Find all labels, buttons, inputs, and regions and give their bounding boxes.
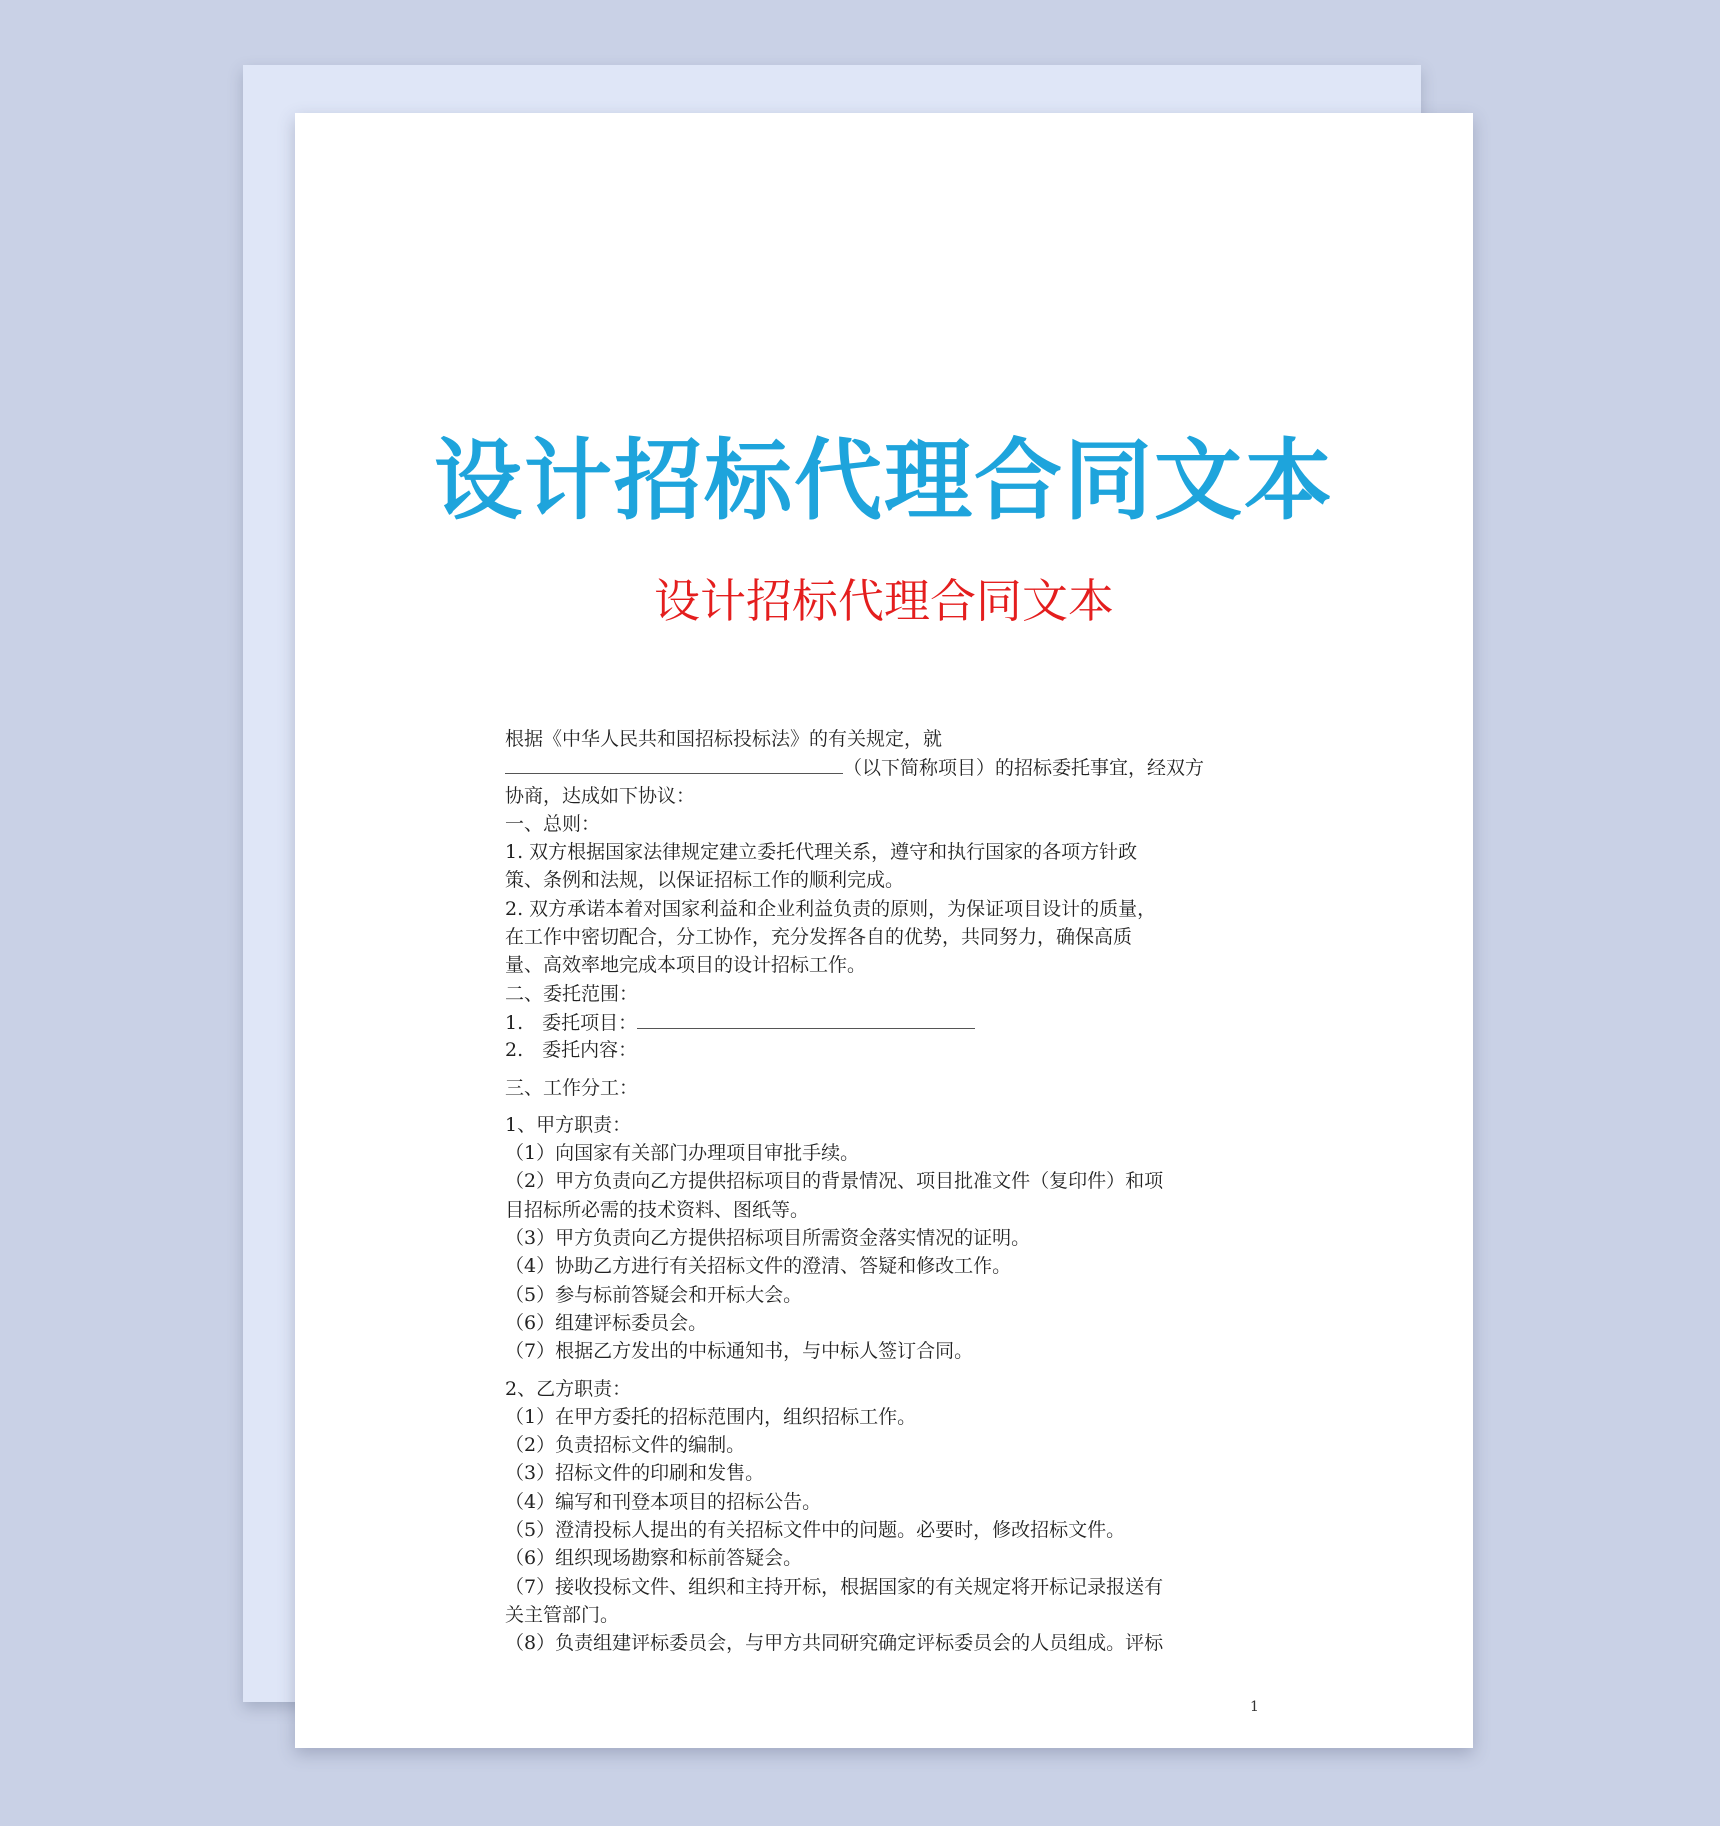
intro-line-3: 协商，达成如下协议： — [505, 784, 696, 807]
party-a-item-5: （5）参与标前答疑会和开标大会。 — [505, 1283, 803, 1306]
party-b-item-7b: 关主管部门。 — [505, 1603, 620, 1626]
intro-line-1: 根据《中华人民共和国招标投标法》的有关规定，就 — [505, 728, 943, 750]
intro-line-2-text: （以下简称项目）的招标委托事宜，经双方 — [843, 757, 1205, 780]
party-a-heading: 1、甲方职责： — [505, 1113, 632, 1136]
document-title-sub: 设计招标代理合同文本 — [654, 574, 1114, 628]
party-a-item-7: （7）根据乙方发出的中标通知书，与中标人签订合同。 — [505, 1340, 974, 1363]
section-3-heading: 三、工作分工： — [505, 1076, 639, 1099]
page-number: 1 — [1250, 1699, 1259, 1715]
document-title-large: 设计招标代理合同文本 — [433, 429, 1334, 532]
section-2-item-1 — [505, 1008, 1265, 1036]
section-1-para-2b: 在工作中密切配合，分工协作，充分发挥各自的优势，共同努力，确保高质 — [505, 926, 1133, 949]
party-b-item-4: （4）编写和刊登本项目的招标公告。 — [505, 1490, 822, 1513]
party-a-item-3: （3）甲方负责向乙方提供招标项目所需资金落实情况的证明。 — [505, 1227, 1031, 1250]
intro-line-2 — [505, 753, 1265, 781]
document-body — [505, 725, 1265, 1658]
project-name-blank — [505, 753, 843, 774]
party-b-item-2: （2）负责招标文件的编制。 — [505, 1434, 746, 1457]
party-b-heading: 2、乙方职责： — [505, 1377, 632, 1400]
section-2-item-1-label: 1. 委托项目： — [505, 1011, 638, 1034]
project-blank — [637, 1008, 975, 1029]
party-a-item-6: （6）组建评标委员会。 — [505, 1311, 708, 1334]
section-2-heading: 二、委托范围： — [505, 982, 639, 1005]
party-b-item-8: （8）负责组建评标委员会，与甲方共同研究确定评标委员会的人员组成。评标 — [505, 1632, 1164, 1655]
party-a-item-4: （4）协助乙方进行有关招标文件的澄清、答疑和修改工作。 — [505, 1255, 1012, 1278]
section-1-para-1b: 策、条例和法规，以保证招标工作的顺利完成。 — [505, 869, 905, 892]
party-b-item-6: （6）组织现场勘察和标前答疑会。 — [505, 1547, 803, 1570]
section-1-para-2a: 2. 双方承诺本着对国家利益和企业利益负责的原则，为保证项目设计的质量， — [505, 897, 1157, 920]
section-1-para-2c: 量、高效率地完成本项目的设计招标工作。 — [505, 954, 867, 977]
document-page — [295, 113, 1473, 1748]
party-b-item-3: （3）招标文件的印刷和发售。 — [505, 1462, 765, 1485]
party-a-item-1: （1）向国家有关部门办理项目审批手续。 — [505, 1142, 860, 1165]
party-b-item-7a: （7）接收投标文件、组织和主持开标，根据国家的有关规定将开标记录报送有 — [505, 1575, 1164, 1598]
party-b-item-1: （1）在甲方委托的招标范围内，组织招标工作。 — [505, 1405, 917, 1428]
party-b-item-5: （5）澄清投标人提出的有关招标文件中的问题。必要时，修改招标文件。 — [505, 1519, 1126, 1542]
party-a-item-2b: 目招标所必需的技术资料、图纸等。 — [505, 1198, 810, 1221]
party-a-item-2a: （2）甲方负责向乙方提供招标项目的背景情况、项目批准文件（复印件）和项 — [505, 1170, 1164, 1193]
section-2-item-2: 2. 委托内容： — [505, 1039, 638, 1062]
section-1-para-1a: 1. 双方根据国家法律规定建立委托代理关系，遵守和执行国家的各项方针政 — [505, 841, 1138, 864]
section-1-heading: 一、总则： — [505, 812, 601, 835]
